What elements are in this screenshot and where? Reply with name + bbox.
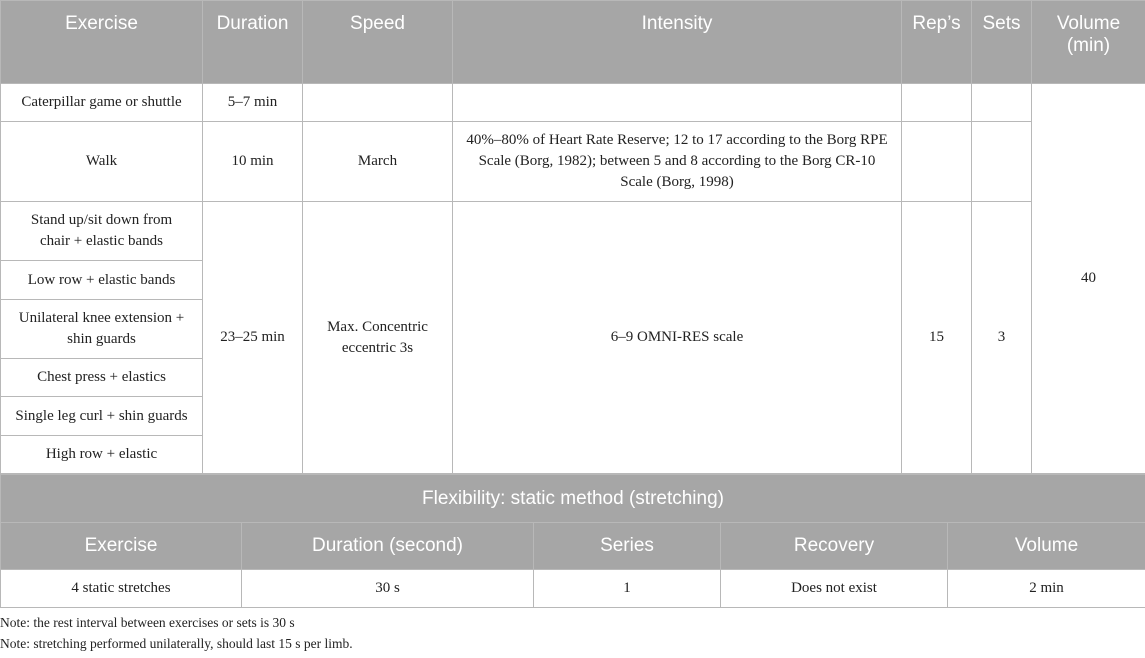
header-sets: Sets — [972, 1, 1032, 84]
flex-cell-recovery: Does not exist — [721, 570, 948, 608]
note-stretching: Note: stretching performed unilaterally, should last 15 s per limb. — [0, 636, 353, 651]
table-header-row — [1, 1, 1145, 84]
cell-exercise: Walk — [1, 122, 203, 202]
cell-intensity: 40%–80% of Heart Rate Reserve; 12 to 17 according to the Borg RPE Scale (Borg, 1982); between 5 and 8 according to the Borg CR-10 Scale (Borg, 1998) — [453, 122, 902, 202]
header-volume: Volume (min) — [1032, 1, 1145, 84]
cell-intensity: 6–9 OMNI-RES scale — [453, 202, 902, 474]
header-intensity: Intensity — [453, 1, 902, 84]
table-row — [1, 570, 1145, 608]
cell-exercise: Stand up/sit down from chair + elastic bands — [1, 202, 203, 261]
table-row — [1, 84, 1145, 122]
table-notes — [0, 612, 353, 654]
flexibility-title: Flexibility: static method (stretching) — [1, 475, 1145, 523]
cell-volume: 40 — [1032, 84, 1145, 474]
header-exercise: Exercise — [1, 1, 203, 84]
flex-header-duration: Duration (second) — [242, 523, 534, 570]
cell-duration: 10 min — [203, 122, 303, 202]
cell-sets — [972, 84, 1032, 122]
cell-exercise: Chest press + elastics — [1, 359, 203, 397]
cell-speed: Max. Concentric eccentric 3s — [303, 202, 453, 474]
flex-header-exercise: Exercise — [1, 523, 242, 570]
flex-cell-volume: 2 min — [948, 570, 1145, 608]
cell-speed — [303, 84, 453, 122]
cell-reps — [902, 122, 972, 202]
cell-exercise: Caterpillar game or shuttle — [1, 84, 203, 122]
cell-speed: March — [303, 122, 453, 202]
flex-cell-exercise: 4 static stretches — [1, 570, 242, 608]
table-row — [1, 202, 1145, 261]
cell-duration: 5–7 min — [203, 84, 303, 122]
cell-reps: 15 — [902, 202, 972, 474]
cell-exercise: Unilateral knee extension + shin guards — [1, 300, 203, 359]
header-speed: Speed — [303, 1, 453, 84]
flex-header-volume: Volume — [948, 523, 1145, 570]
cell-exercise: Low row + elastic bands — [1, 261, 203, 300]
flexibility-header-row — [1, 523, 1145, 570]
cell-sets: 3 — [972, 202, 1032, 474]
cell-reps — [902, 84, 972, 122]
flexibility-title-row — [1, 475, 1145, 523]
table-row — [1, 122, 1145, 202]
cell-sets — [972, 122, 1032, 202]
cell-exercise: High row + elastic — [1, 436, 203, 474]
flex-header-series: Series — [534, 523, 721, 570]
header-duration: Duration — [203, 1, 303, 84]
flexibility-table — [0, 474, 1145, 608]
flex-cell-duration: 30 s — [242, 570, 534, 608]
cell-intensity — [453, 84, 902, 122]
note-rest-interval: Note: the rest interval between exercises or sets is 30 s — [0, 615, 295, 630]
flex-header-recovery: Recovery — [721, 523, 948, 570]
cell-duration: 23–25 min — [203, 202, 303, 474]
flex-cell-series: 1 — [534, 570, 721, 608]
header-reps: Rep’s — [902, 1, 972, 84]
cell-exercise: Single leg curl + shin guards — [1, 397, 203, 436]
